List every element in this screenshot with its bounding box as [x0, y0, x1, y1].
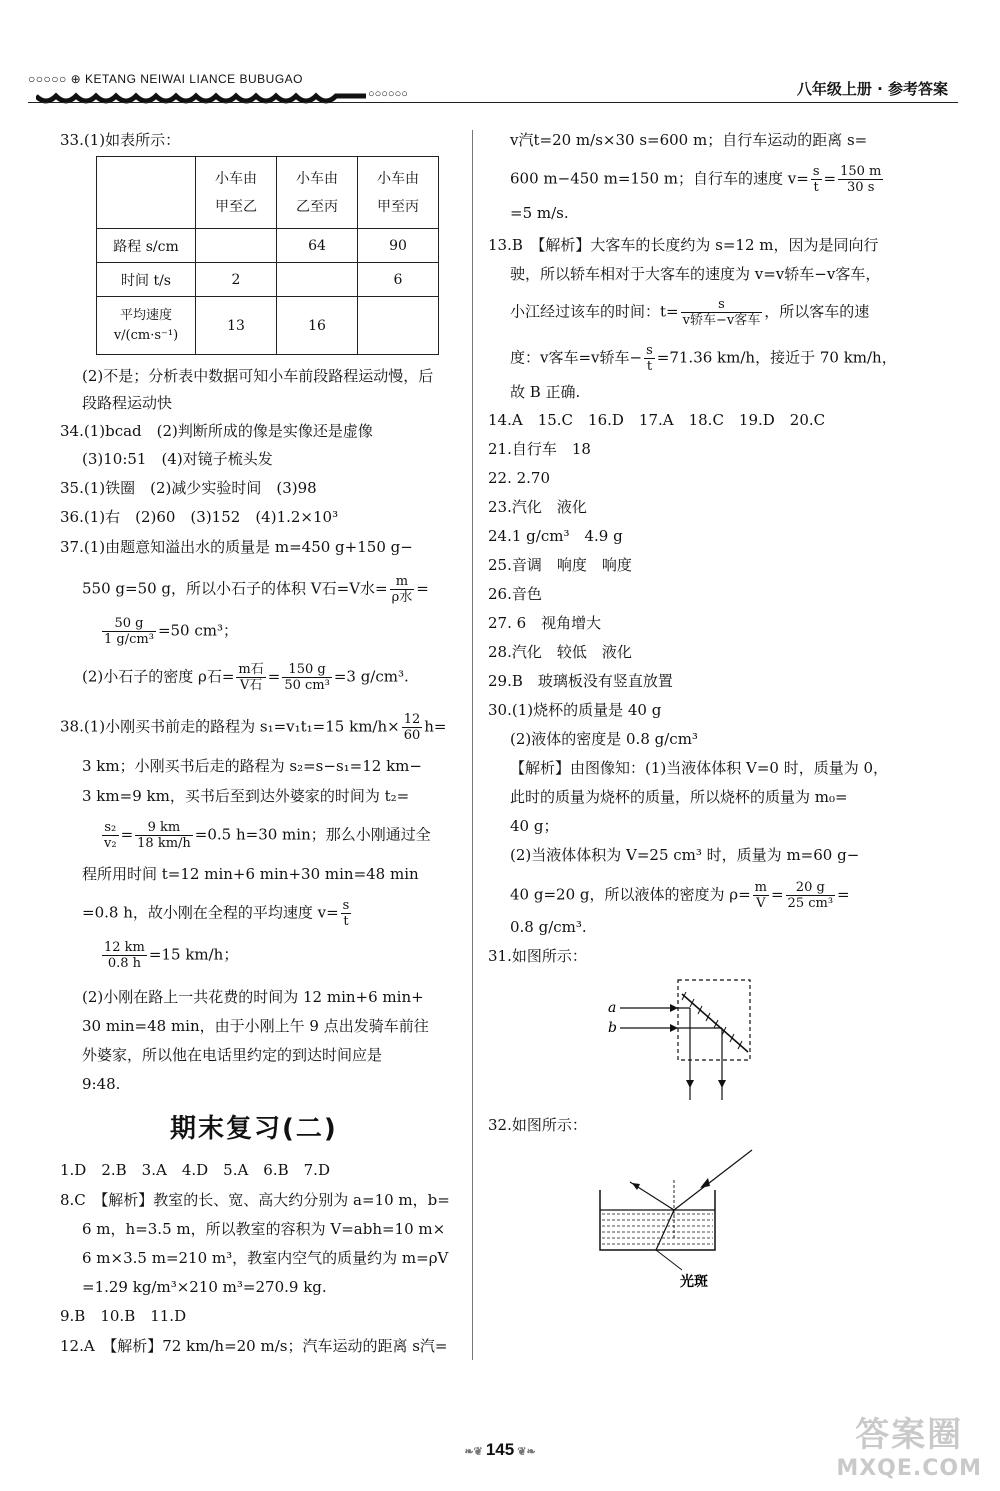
- q30-analysis-l6: 0.8 g/cm³.: [510, 918, 587, 936]
- q37-1: 37.(1)由题意知溢出水的质量是 m=450 g+150 g−: [60, 538, 413, 556]
- section-title: 期末复习(二): [170, 1114, 338, 1144]
- q13-l5: 故 B 正确.: [510, 383, 581, 401]
- q38-1: 38.(1)小刚买书前走的路程为 s₁=v₁t₁=15 km/h× $\frac{12}{60}$ h=: [60, 712, 447, 743]
- table-cell: 13: [196, 297, 277, 355]
- table-row: [97, 229, 439, 263]
- q38-1-l3: 3 km=9 km，买书后至到达外婆家的时间为 t₂=: [82, 787, 410, 805]
- figure-31: [600, 970, 770, 1105]
- q38-1-l4: $\frac{\text{s₂}}{\text{v₂}}$ = $\frac{9 km}{18 km/h}$ =0.5 h=30 min；那么小刚通过全: [104, 820, 431, 851]
- series-title: ○○○○○ ⊕ KETANG NEIWAI LIANCE BUBUGAO: [28, 72, 303, 86]
- table-row: [97, 297, 439, 355]
- label-a: a: [608, 1000, 617, 1016]
- table-header-cell: 小车由乙至丙: [277, 157, 358, 229]
- table-cell: 90: [358, 229, 439, 263]
- q33-table: [96, 156, 439, 355]
- q38-1-l6: =0.8 h，故小刚在全程的平均速度 v= $\frac{s}{t}$: [82, 898, 350, 929]
- q38-2-l2: 30 min=48 min，由于小刚上午 9 点出发骑车前往: [82, 1017, 429, 1035]
- q35: 35.(1)铁圈 (2)减少实验时间 (3)98: [60, 479, 317, 497]
- q12: 12.A 【解析】72 km/h=20 m/s；汽车运动的距离 s汽=: [60, 1337, 448, 1355]
- table-cell: 时间 t/s: [97, 263, 196, 297]
- dashed-box: [678, 980, 750, 1060]
- incident-ray: [674, 1150, 752, 1210]
- table-cell: 6: [358, 263, 439, 297]
- q30-analysis-l3: 40 g；: [510, 817, 559, 835]
- fraction: $\frac{s}{t}$: [342, 898, 350, 929]
- fraction: $\frac{\text{s₂}}{\text{v₂}}$: [104, 820, 117, 851]
- q13-l4: 度：v客车=v轿车− $\frac{s}{t}$ =71.36 km/h，接近于 70 km/h，: [510, 343, 897, 374]
- label-b: b: [608, 1020, 617, 1036]
- table-cell: 平均速度 v/(cm·s⁻¹): [97, 297, 196, 355]
- fraction: $\frac{s}{t}$: [812, 164, 820, 195]
- table-cell: 16: [277, 297, 358, 355]
- q34-cont: (3)10:51 (4)对镜子梳头发: [82, 450, 273, 468]
- q12-cont3: =5 m/s.: [510, 204, 569, 222]
- fraction: $\frac{12 km}{0.8 h}$: [104, 940, 145, 971]
- dots-decoration: ○○○○○○: [368, 88, 408, 100]
- fraction: $\frac{\text{m石}}{\text{V石}}$: [238, 662, 264, 693]
- fraction: $\frac{20 g}{\text{25 cm³}}$: [787, 880, 834, 911]
- q13-l2: 驶，所以轿车相对于大客车的速度为 v=v轿车−v客车，: [510, 265, 881, 283]
- q8: 8.C 【解析】教室的长、宽、高大约分别为 a=10 m，b=: [60, 1191, 450, 1209]
- q38-2-l4: 9:48.: [82, 1075, 121, 1093]
- wave-decoration: [36, 92, 366, 106]
- table-cell: 64: [277, 229, 358, 263]
- fraction: $\frac{s}{\text{v轿车−v客车}}$: [682, 297, 761, 328]
- header-grade-title: 八年级上册 · 参考答案: [796, 80, 948, 98]
- q22: 22. 2.70: [488, 469, 551, 487]
- q37-1-cont: 550 g=50 g，所以小石子的体积 V石=V水= $\frac{m}{\text{ρ水}}$ =: [82, 574, 429, 605]
- fraction: $\frac{12}{60}$: [403, 712, 421, 743]
- q36: 36.(1)右 (2)60 (3)152 (4)1.2×10³: [60, 508, 339, 526]
- q38-2: (2)小刚在路上一共花费的时间为 12 min+6 min+: [82, 988, 424, 1006]
- fraction: $\frac{9 km}{18 km/h}$: [137, 820, 191, 851]
- q13: 13.B 【解析】大客车的长度约为 s=12 m，因为是同向行: [488, 236, 879, 254]
- q38-1-l5: 程所用时间 t=12 min+6 min+30 min=48 min: [82, 865, 419, 883]
- q30-2: (2)液体的密度是 0.8 g/cm³: [510, 730, 698, 748]
- q8-l3: 6 m×3.5 m=210 m³，教室内空气的质量约为 m=ρV: [82, 1249, 449, 1267]
- table-header-cell: [97, 157, 196, 229]
- q33-intro: 33.(1)如表所示：: [60, 131, 181, 149]
- table-cell: [277, 263, 358, 297]
- q33-2-cont: 段路程运动快: [82, 394, 173, 412]
- q30-analysis-l2: 此时的质量为烧杯的质量，所以烧杯的质量为 m₀=: [510, 788, 848, 806]
- answers-9-11: 9.B 10.B 11.D: [60, 1307, 187, 1325]
- q21: 21.自行车 18: [488, 440, 591, 458]
- fraction: $\frac{m}{\text{ρ水}}$: [391, 574, 413, 605]
- q30-analysis-l4: (2)当液体体积为 V=25 cm³ 时，质量为 m=60 g−: [510, 846, 860, 864]
- q27: 27. 6 视角增大: [488, 614, 602, 632]
- fraction: $\frac{m}{V}$: [754, 880, 767, 911]
- q37-1-result: $\frac{50 g}{\text{1 g/cm³}}$ =50 cm³；: [104, 616, 238, 647]
- column-divider: [472, 130, 473, 1360]
- q34: 34.(1)bcad (2)判断所成的像是实像还是虚像: [60, 422, 373, 440]
- q8-l4: =1.29 kg/m³×210 m³=270.9 kg.: [82, 1278, 327, 1296]
- table-cell: 路程 s/cm: [97, 229, 196, 263]
- answers-1-7: 1.D 2.B 3.A 4.D 5.A 6.B 7.D: [60, 1161, 330, 1179]
- q38-2-l3: 外婆家，所以他在电话里约定的到达时间应是: [82, 1046, 383, 1064]
- q23: 23.汽化 液化: [488, 498, 587, 516]
- q32: 32.如图所示：: [488, 1116, 587, 1134]
- q25: 25.音调 响度 响度: [488, 556, 632, 574]
- q30-analysis-l5: 40 g=20 g，所以液体的密度为 ρ= $\frac{m}{V}$ = $\frac{20 g}{\text{25 cm³}}$ =: [510, 880, 850, 911]
- q31: 31.如图所示：: [488, 947, 587, 965]
- table-header-cell: 小车由甲至丙: [358, 157, 439, 229]
- q12-cont: v汽t=20 m/s×30 s=600 m；自行车运动的距离 s=: [510, 131, 868, 149]
- q30-1: 30.(1)烧杯的质量是 40 g: [488, 701, 662, 719]
- q24: 24.1 g/cm³ 4.9 g: [488, 527, 623, 545]
- fraction: $\frac{s}{t}$: [646, 343, 653, 374]
- fraction: $\frac{150 m}{30 s}$: [840, 164, 882, 195]
- answers-14-20: 14.A 15.C 16.D 17.A 18.C 19.D 20.C: [488, 411, 826, 429]
- q13-l3: 小江经过该车的时间：t= $\frac{s}{\text{v轿车−v客车}}$ ，所以客车的速: [510, 297, 870, 328]
- q38-1-l7: $\frac{12 km}{0.8 h}$ =15 km/h；: [104, 940, 239, 971]
- q12-cont2: 600 m−450 m=150 m；自行车的速度 v= $\frac{s}{t}$ = $\frac{150 m}{30 s}$: [510, 164, 882, 195]
- table-cell: 2: [196, 263, 277, 297]
- q33-2: (2)不是；分析表中数据可知小车前段路程运动慢，后: [82, 367, 434, 385]
- fraction: $\frac{50 g}{\text{1 g/cm³}}$: [104, 616, 154, 647]
- q38-1-l2: 3 km；小刚买书后走的路程为 s₂=s−s₁=12 km−: [82, 757, 422, 775]
- q30-analysis: 【解析】由图像知：(1)当液体体积 V=0 时，质量为 0，: [510, 759, 889, 777]
- q37-2: (2)小石子的密度 ρ石= $\frac{\text{m石}}{\text{V石}}$ = $\frac{150 g}{\text{50 cm³}}$ =3 g/cm³.: [82, 662, 409, 693]
- page-number: ❧❦ 145 ❦❧: [464, 1440, 536, 1459]
- light-spot-label: 光斑: [680, 1274, 708, 1290]
- q8-l2: 6 m，h=3.5 m，所以教室的容积为 V=abh=10 m×: [82, 1220, 446, 1238]
- watermark-logo: 答案圈 MXQE.COM: [836, 1415, 982, 1481]
- table-header-cell: 小车由甲至乙: [196, 157, 277, 229]
- header-rule: [28, 102, 958, 103]
- q26: 26.音色: [488, 585, 542, 603]
- fraction: $\frac{150 g}{\text{50 cm³}}$: [284, 662, 330, 693]
- table-cell: [358, 297, 439, 355]
- table-row: [97, 263, 439, 297]
- figure-32: [590, 1140, 770, 1290]
- q28: 28.汽化 较低 液化: [488, 643, 632, 661]
- table-cell: [196, 229, 277, 263]
- page-header: [28, 68, 978, 108]
- q29: 29.B 玻璃板没有竖直放置: [488, 672, 673, 690]
